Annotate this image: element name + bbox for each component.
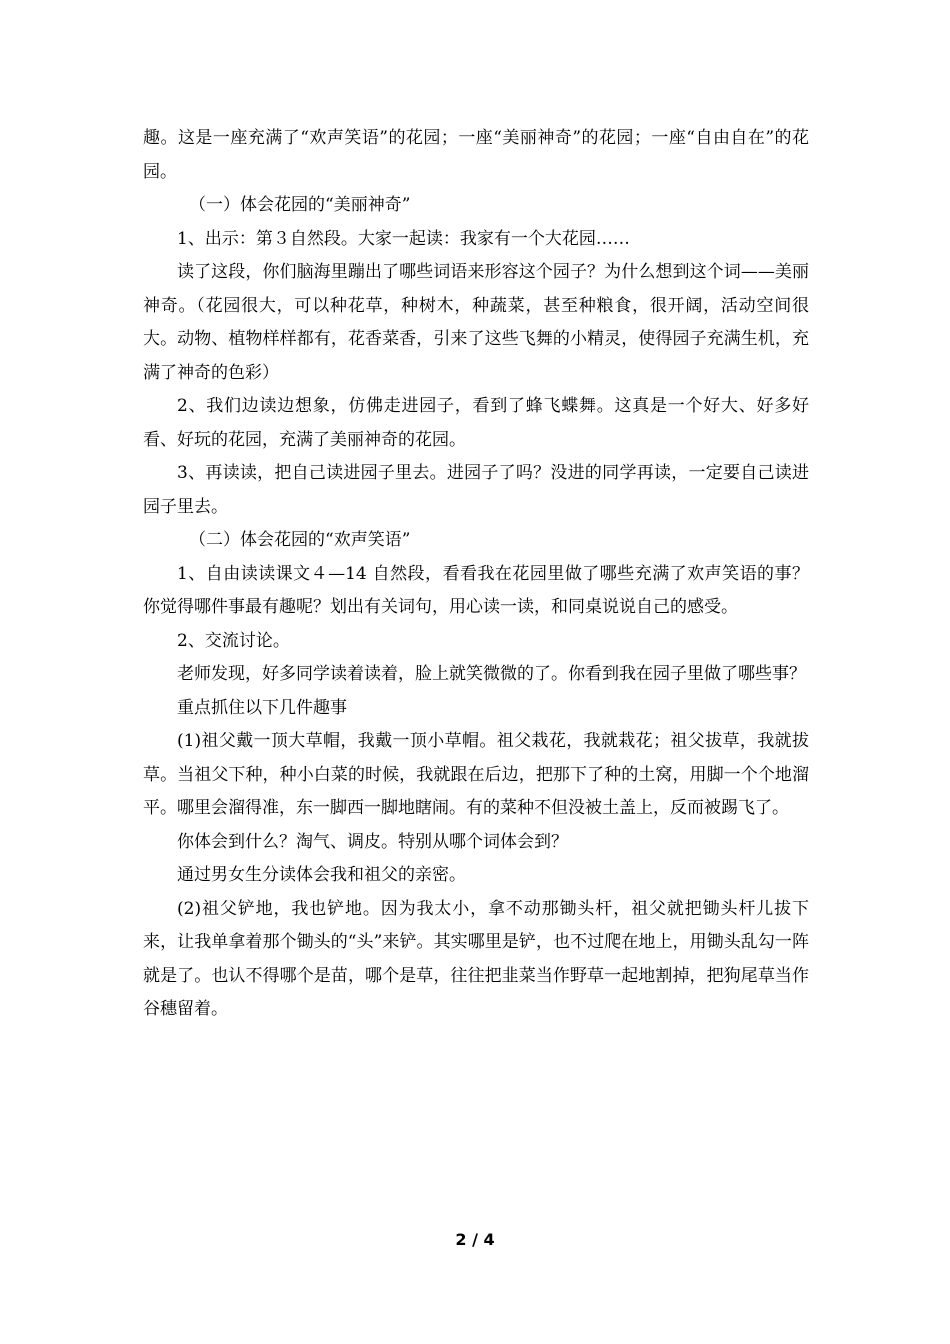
paragraph: 2、我们边读边想象，仿佛走进园子，看到了蜂飞蝶舞。这真是一个好大、好多好看、好玩的花园，充满了美丽神奇的花园。 (143, 396, 809, 450)
paragraph: 通过男女生分读体会我和祖父的亲密。 (177, 865, 466, 885)
section-heading-beautiful: （一）体会花园的“美丽神奇” (189, 195, 411, 215)
paragraph: 2、交流讨论。 (177, 630, 290, 651)
section-heading-laughter: （二）体会花园的“欢声笑语” (189, 530, 411, 550)
page-number: 2 / 4 (455, 1230, 495, 1249)
paragraph: 1、出示：第３自然段。大家一起读：我家有一个大花园…… (177, 228, 630, 249)
paragraph-continuation: 趣。这是一座充满了“欢声笑语”的花园；一座“美丽神奇”的花园；一座“自由自在”的花园。 (143, 128, 809, 182)
paragraph: 3、再读读，把自己读进园子里去。进园子了吗？没进的同学再读，一定要自己读进园子里去。 (143, 463, 809, 517)
paragraph: (2)祖父铲地，我也铲地。因为我太小，拿不动那锄头杆，祖父就把锄头杆儿拔下来，让我单拿着那个锄头的“头”来铲。其实哪里是铲，也不过爬在地上，用锄头乱勾一阵就是了。也认不得哪个是苗，哪个是草，往往把韭菜当作野草一起地割掉，把狗尾草当作谷穗留着。 (143, 898, 809, 1019)
paragraph: 你体会到什么？淘气、调皮。特别从哪个词体会到？ (177, 831, 568, 852)
paragraph: 老师发现，好多同学读着读着，脸上就笑微微的了。你看到我在园子里做了哪些事？ (177, 664, 806, 684)
paragraph: 1、自由读读课文４—14 自然段，看看我在花园里做了哪些充满了欢声笑语的事？你觉得哪件事最有趣呢？划出有关词句，用心读一读，和同桌说说自己的感受。 (143, 563, 809, 617)
paragraph: 重点抓住以下几件趣事 (177, 697, 347, 718)
paragraph: (1)祖父戴一顶大草帽，我戴一顶小草帽。祖父栽花，我就栽花；祖父拔草，我就拔草。当祖父下种，种小白菜的时候，我就跟在后边，把那下了种的土窝，用脚一个个地溜平。哪里会溜得准，东一脚西一脚地瞎闹。有的菜种不但没被土盖上，反而被踢飞了。 (143, 731, 809, 818)
document-body (143, 122, 809, 1027)
paragraph: 读了这段，你们脑海里蹦出了哪些词语来形容这个园子？为什么想到这个词——美丽神奇。（花园很大，可以种花草，种树木，种蔬菜，甚至种粮食，很开阔，活动空间很大。动物、植物样样都有，花香菜香，引来了这些飞舞的小精灵，使得园子充满生机，充满了神奇的色彩） (143, 262, 809, 383)
